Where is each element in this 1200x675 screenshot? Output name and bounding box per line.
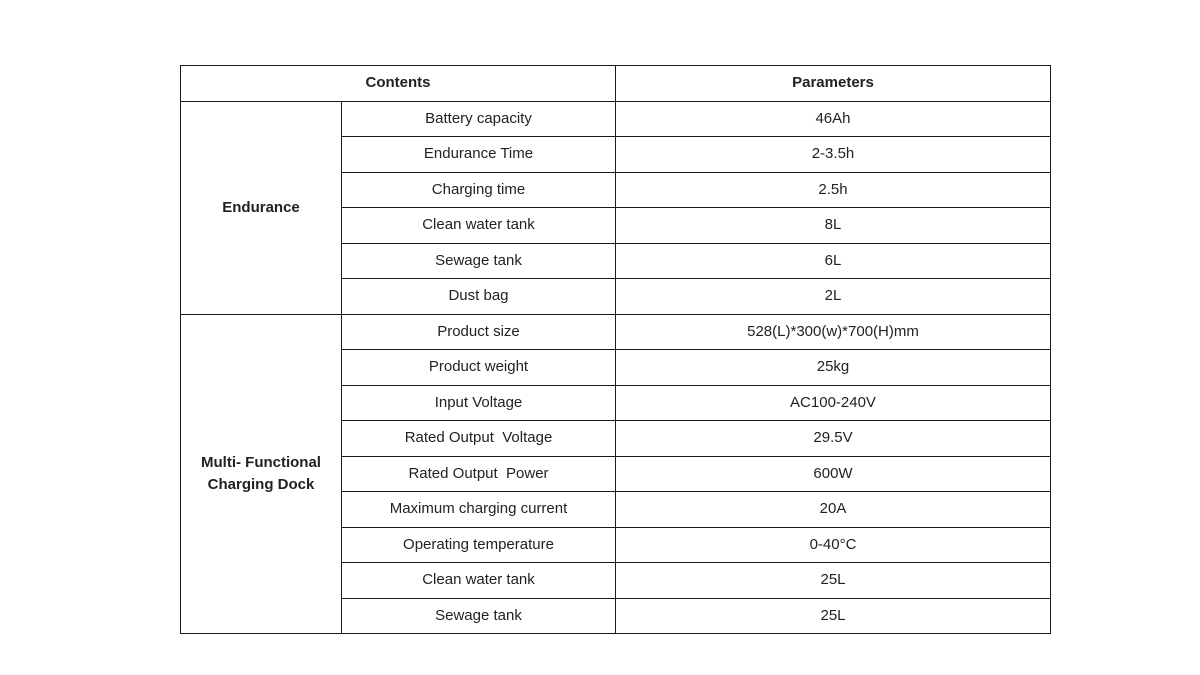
row-value: AC100-240V	[616, 385, 1051, 421]
row-value: 8L	[616, 208, 1051, 244]
row-value: 600W	[616, 456, 1051, 492]
row-value: 20A	[616, 492, 1051, 528]
row-value: 528(L)*300(w)*700(H)mm	[616, 314, 1051, 350]
row-name: Product weight	[342, 350, 616, 386]
row-name: Sewage tank	[342, 243, 616, 279]
row-name: Product size	[342, 314, 616, 350]
header-row	[181, 66, 1051, 102]
row-name: Input Voltage	[342, 385, 616, 421]
row-value: 2-3.5h	[616, 137, 1051, 173]
row-value: 25kg	[616, 350, 1051, 386]
group-label-line: Charging Dock	[207, 475, 315, 493]
row-name: Battery capacity	[342, 101, 616, 137]
row-value: 25L	[616, 598, 1051, 634]
row-value: 2L	[616, 279, 1051, 315]
row-name: Sewage tank	[342, 598, 616, 634]
row-name: Operating temperature	[342, 527, 616, 563]
header-contents: Contents	[181, 66, 616, 102]
group-label-charging-dock	[181, 314, 342, 634]
row-name: Maximum charging current	[342, 492, 616, 528]
row-name: Rated Output Voltage	[342, 421, 616, 457]
row-value: 46Ah	[616, 101, 1051, 137]
row-value: 25L	[616, 563, 1051, 599]
spec-table	[180, 65, 1051, 634]
row-name: Rated Output Power	[342, 456, 616, 492]
group-label-line: Endurance	[222, 198, 300, 216]
row-value: 0-40°C	[616, 527, 1051, 563]
table-row	[181, 101, 1051, 137]
row-name: Charging time	[342, 172, 616, 208]
row-name: Clean water tank	[342, 208, 616, 244]
table-row	[181, 314, 1051, 350]
group-label-endurance	[181, 101, 342, 314]
row-name: Endurance Time	[342, 137, 616, 173]
row-value: 29.5V	[616, 421, 1051, 457]
row-value: 6L	[616, 243, 1051, 279]
header-parameters: Parameters	[616, 66, 1051, 102]
group-label-line: Multi- Functional	[201, 453, 321, 471]
row-name: Clean water tank	[342, 563, 616, 599]
row-value: 2.5h	[616, 172, 1051, 208]
row-name: Dust bag	[342, 279, 616, 315]
